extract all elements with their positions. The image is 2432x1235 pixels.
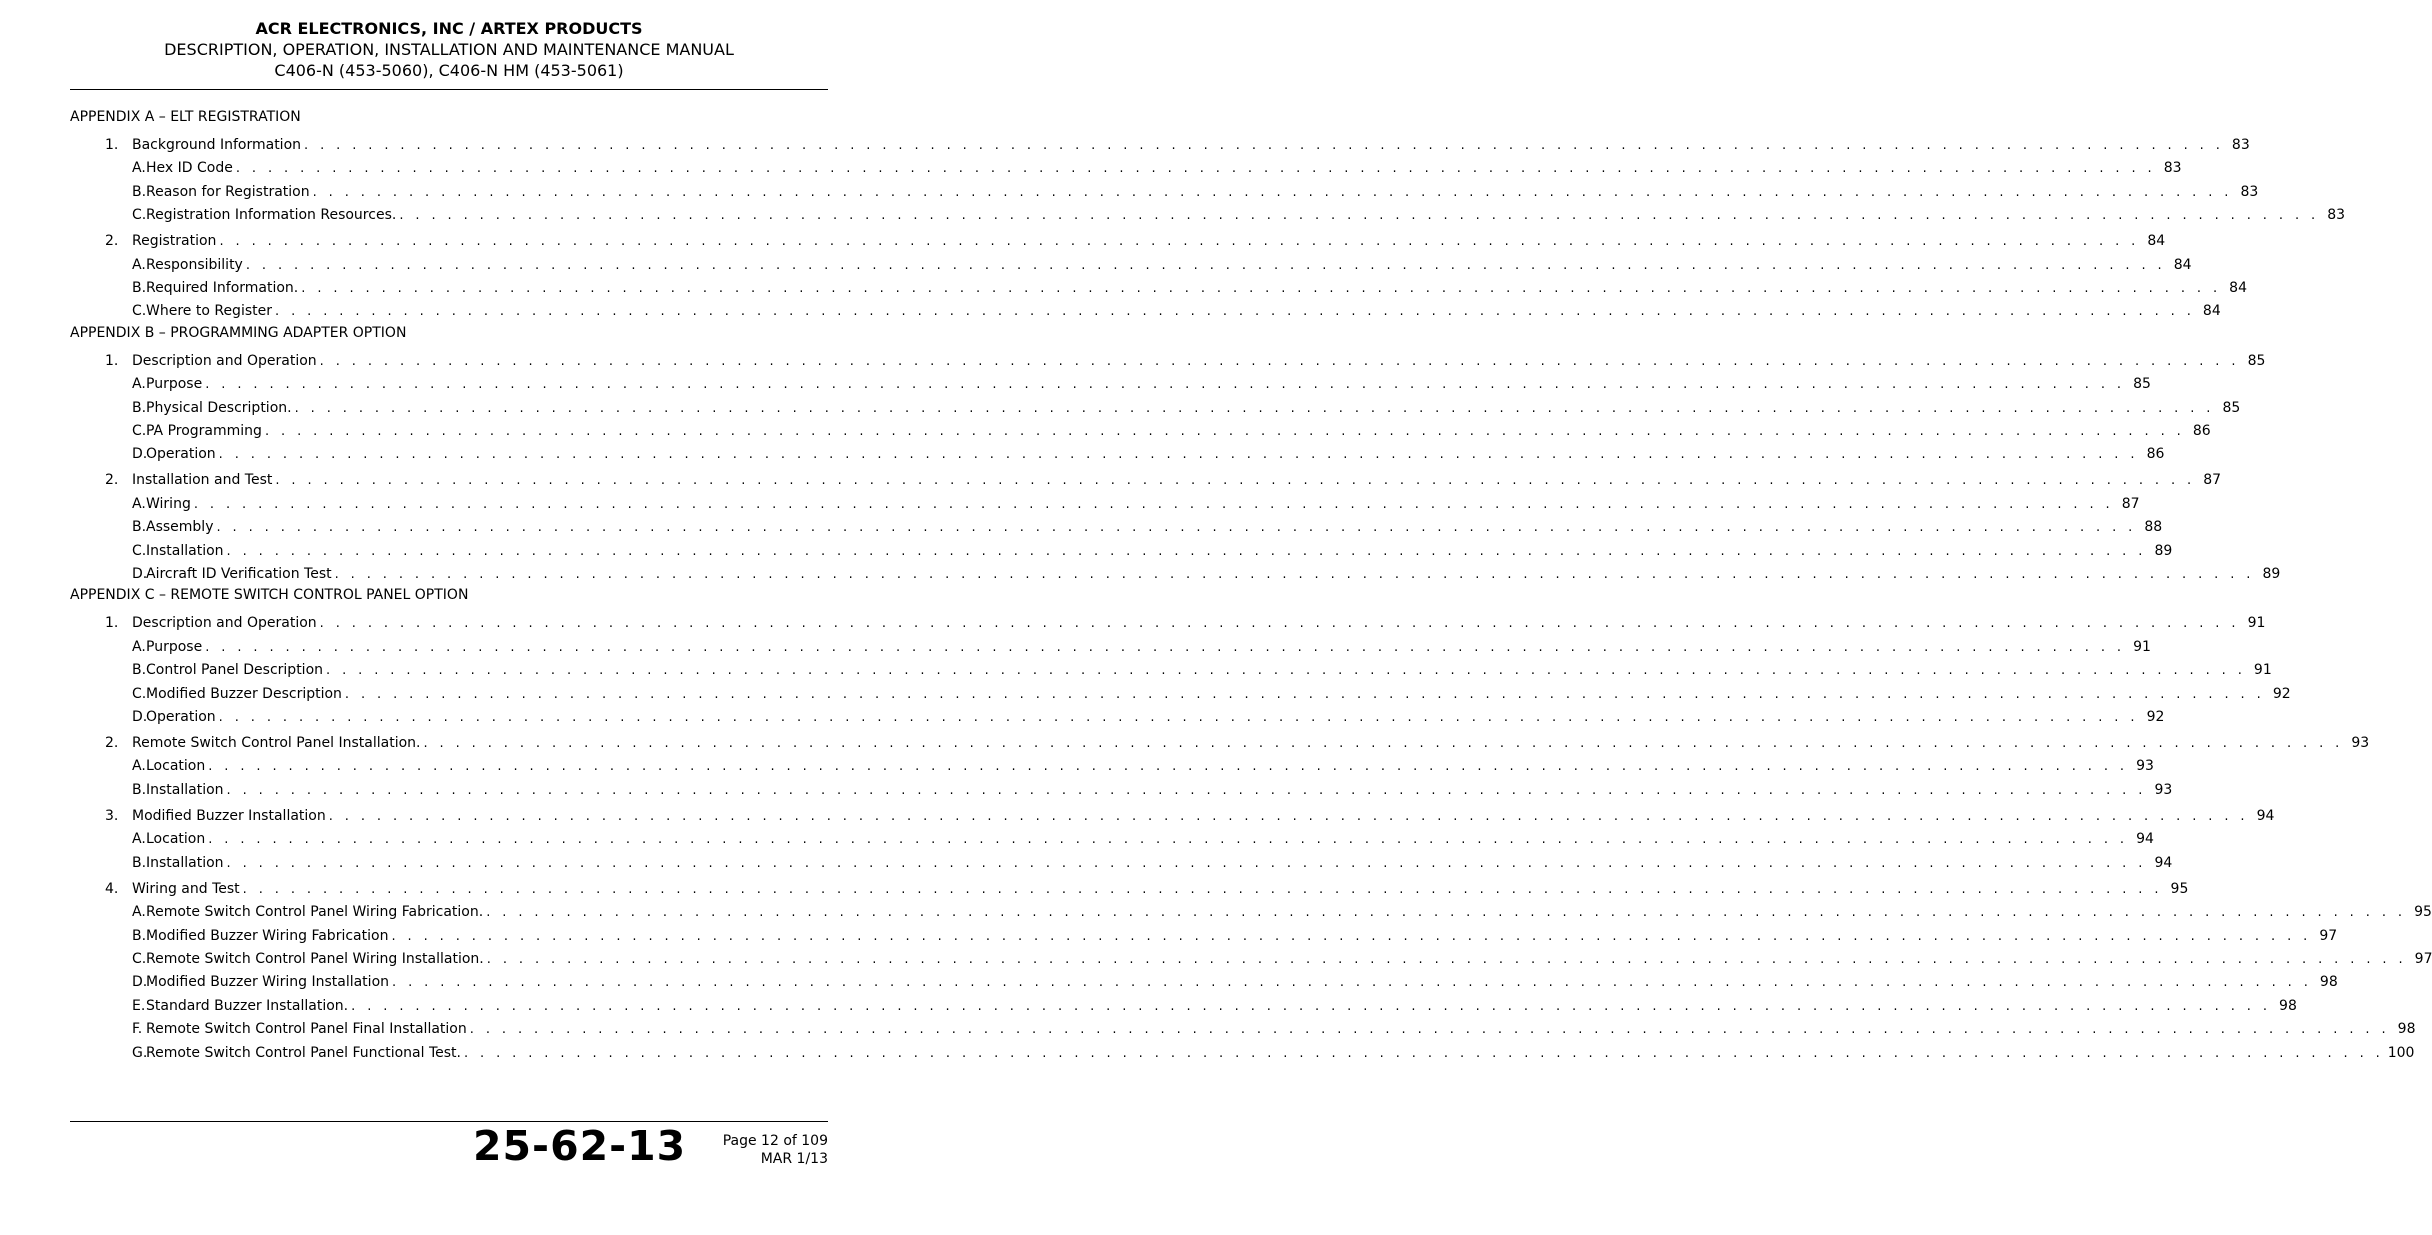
toc-entry-title: Remote Switch Control Panel Functional Test. bbox=[146, 1044, 461, 1061]
toc-entry[interactable] bbox=[70, 373, 2151, 396]
dot-leader: . . . . . . . . . . . . . . . . . . . . . . . . . . . . . . . . . . . . . . . . . . . . . . . . . . . . . . . . . . . . . . . . . . . . . . . . . . . . . . . . . . . . . . . . . . . . . . . . . . . . . . . . . . . . . . . . . . . . . . . . bbox=[226, 543, 2147, 559]
dot-leader: . . . . . . . . . . . . . . . . . . . . . . . . . . . . . . . . . . . . . . . . . . . . . . . . . . . . . . . . . . . . . . . . . . . . . . . . . . . . . . . . . . . . . . . . . . . . . . . . . . . . . . . . . . . . . . . . . . . . . . . . bbox=[205, 639, 2125, 655]
toc-entry[interactable] bbox=[70, 181, 2259, 204]
toc-entry-page: 83 bbox=[2231, 137, 2250, 153]
toc-entry[interactable] bbox=[70, 636, 2151, 659]
toc-entry-title: Required Information. bbox=[146, 280, 299, 297]
toc-entry-page: 97 bbox=[2414, 950, 2432, 967]
dot-leader: . . . . . . . . . . . . . . . . . . . . . . . . . . . . . . . . . . . . . . . . . . . . . . . . . . . . . . . . . . . . . . . . . . . . . . . . . . . . . . . . . . . . . . . . . . . . . . . . . . . . . . . . . . . . . . . . . . . . . . . . bbox=[208, 832, 2128, 848]
toc-entry[interactable] bbox=[70, 901, 2432, 924]
toc-entry[interactable] bbox=[70, 350, 2266, 373]
toc-entry[interactable] bbox=[70, 659, 2272, 682]
dot-leader: . . . . . . . . . . . . . . . . . . . . . . . . . . . . . . . . . . . . . . . . . . . . . . . . . . . . . . . . . . . . . . . . . . . . . . . . . . . . . . . . . . . . . . . . . . . . . . . . . . . . . . . . . . . . . . . . . . . . . . . . bbox=[226, 782, 2147, 798]
dot-leader: . . . . . . . . . . . . . . . . . . . . . . . . . . . . . . . . . . . . . . . . . . . . . . . . . . . . . . . . . . . . . . . . . . . . . . . . . . . . . . . . . . . . . . . . . . . . . . . . . . . . . . . . . . . . . . . . . . . . . . . . bbox=[235, 161, 2156, 177]
toc-entry-number: A. bbox=[132, 376, 146, 393]
dot-leader: . . . . . . . . . . . . . . . . . . . . . . . . . . . . . . . . . . . . . . . . . . . . . . . . . . . . . . . . . . . . . . . . . . . . . . . . . . . . . . . . . . . . . . . . . . . . . . . . . . . . . . . . . . . . . . . . . . . . . . . . bbox=[219, 234, 2140, 250]
toc-entry-page: 83 bbox=[2327, 207, 2346, 224]
toc-entry-number: B. bbox=[132, 183, 147, 200]
dot-leader: . . . . . . . . . . . . . . . . . . . . . . . . . . . . . . . . . . . . . . . . . . . . . . . . . . . . . . . . . . . . . . . . . . . . . . . . . . . . . . . . . . . . . . . . . . . . . . . . . . . . . . . . . . . . . . . . . . . . . . . . bbox=[351, 998, 2271, 1014]
dot-leader: . . . . . . . . . . . . . . . . . . . . . . . . . . . . . . . . . . . . . . . . . . . . . . . . . . . . . . . . . . . . . . . . . . . . . . . . . . . . . . . . . . . . . . . . . . . . . . . . . . . . . . . . . . . . . . . . . . . . . . . . bbox=[264, 423, 2185, 439]
toc-entry-title: Assembly bbox=[146, 519, 214, 536]
toc-entry-list bbox=[70, 350, 2281, 587]
toc-entry-number: 3. bbox=[105, 807, 119, 824]
toc-entry[interactable] bbox=[70, 134, 2250, 157]
toc-entry-title: Remote Switch Control Panel Wiring Installation. bbox=[146, 950, 484, 967]
toc-entry-title: Wiring bbox=[146, 495, 191, 512]
toc-entry-number: A. bbox=[132, 256, 146, 273]
toc-entry-title: Control Panel Description bbox=[146, 662, 324, 679]
dot-leader: . . . . . . . . . . . . . . . . . . . . . . . . . . . . . . . . . . . . . . . . . . . . . . . . . . . . . . . . . . . . . . . . . . . . . . . . . . . . . . . . . . . . . . . . . . . . . . . . . . . . . . . . . . . . . . . . . . . . . . . . bbox=[205, 377, 2125, 393]
toc-entry[interactable] bbox=[70, 230, 2166, 253]
toc-entry[interactable] bbox=[70, 540, 2173, 563]
toc-entry-number: A. bbox=[132, 160, 146, 177]
toc-entry-number: C. bbox=[132, 207, 147, 224]
toc-entry-number: A. bbox=[132, 758, 146, 775]
page-number: Page 12 of 109 bbox=[722, 1133, 828, 1149]
toc-entry-page: 92 bbox=[2272, 685, 2291, 702]
toc-entry-number: D. bbox=[132, 446, 148, 463]
toc-entry-number: D. bbox=[132, 708, 148, 725]
toc-entry-number: C. bbox=[132, 685, 147, 702]
dot-leader: . . . . . . . . . . . . . . . . . . . . . . . . . . . . . . . . . . . . . . . . . . . . . . . . . . . . . . . . . . . . . . . . . . . . . . . . . . . . . . . . . . . . . . . . . . . . . . . . . . . . . . . . . . . . . . . . . . . . . . . . bbox=[344, 686, 2265, 702]
toc-entry-page: 95 bbox=[2414, 904, 2432, 921]
toc-entry-number: E. bbox=[132, 997, 146, 1014]
toc-entry-title: Operation bbox=[146, 708, 216, 725]
appendix-section bbox=[70, 586, 2432, 1064]
dot-leader: . . . . . . . . . . . . . . . . . . . . . . . . . . . . . . . . . . . . . . . . . . . . . . . . . . . . . . . . . . . . . . . . . . . . . . . . . . . . . . . . . . . . . . . . . . . . . . . . . . . . . . . . . . . . . . . . . . . . . . . . bbox=[275, 304, 2195, 320]
dot-leader: . . . . . . . . . . . . . . . . . . . . . . . . . . . . . . . . . . . . . . . . . . . . . . . . . . . . . . . . . . . . . . . . . . . . . . . . . . . . . . . . . . . . . . . . . . . . . . . . . . . . . . . . . . . . . . . . . . . . . . . . bbox=[392, 975, 2312, 991]
toc-entry[interactable] bbox=[70, 516, 2163, 539]
document-code: 25-62-13 bbox=[473, 1122, 687, 1170]
toc-entry-page: 94 bbox=[2154, 854, 2173, 871]
toc-entry-title: Wiring and Test bbox=[132, 880, 240, 897]
toc-entry-title: Aircraft ID Verification Test bbox=[146, 566, 332, 583]
dot-leader: . . . . . . . . . . . . . . . . . . . . . . . . . . . . . . . . . . . . . . . . . . . . . . . . . . . . . . . . . . . . . . . . . . . . . . . . . . . . . . . . . . . . . . . . . . . . . . . . . . . . . . . . . . . . . . . . . . . . . . . . bbox=[304, 138, 2224, 153]
toc-entry-title: Reason for Registration bbox=[146, 183, 310, 200]
toc-entry-title: Modified Buzzer Wiring Fabrication bbox=[146, 927, 389, 944]
toc-entry-title: Installation bbox=[146, 854, 224, 871]
toc-entry[interactable] bbox=[70, 443, 2165, 466]
dot-leader: . . . . . . . . . . . . . . . . . . . . . . . . . . . . . . . . . . . . . . . . . . . . . . . . . . . . . . . . . . . . . . . . . . . . . . . . . . . . . . . . . . . . . . . . . . . . . . . . . . . . . . . . . . . . . . . . . . . . . . . . bbox=[294, 400, 2215, 416]
footer-page-info bbox=[723, 1132, 828, 1168]
dot-leader: . . . . . . . . . . . . . . . . . . . . . . . . . . . . . . . . . . . . . . . . . . . . . . . . . . . . . . . . . . . . . . . . . . . . . . . . . . . . . . . . . . . . . . . . . . . . . . . . . . . . . . . . . . . . . . . . . . . . . . . . bbox=[486, 905, 2406, 921]
dot-leader: . . . . . . . . . . . . . . . . . . . . . . . . . . . . . . . . . . . . . . . . . . . . . . . . . . . . . . . . . . . . . . . . . . . . . . . . . . . . . . . . . . . . . . . . . . . . . . . . . . . . . . . . . . . . . . . . . . . . . . . . bbox=[463, 1045, 2384, 1061]
toc-entry-number: B. bbox=[132, 399, 147, 416]
toc-entry-title: Modified Buzzer Description bbox=[146, 685, 342, 702]
toc-entry-page: 94 bbox=[2136, 831, 2154, 848]
toc-entry-title: Background Information bbox=[132, 137, 302, 153]
toc-entry-title: Location bbox=[146, 758, 206, 775]
dot-leader: . . . . . . . . . . . . . . . . . . . . . . . . . . . . . . . . . . . . . . . . . . . . . . . . . . . . . . . . . . . . . . . . . . . . . . . . . . . . . . . . . . . . . . . . . . . . . . . . . . . . . . . . . . . . . . . . . . . . . . . . bbox=[226, 855, 2147, 871]
toc-entry-page: 86 bbox=[2146, 446, 2165, 463]
appendix-heading: APPENDIX B – PROGRAMMING ADAPTER OPTION bbox=[70, 324, 407, 341]
toc-entry[interactable] bbox=[70, 925, 2338, 948]
toc-entry-title: PA Programming bbox=[146, 422, 262, 439]
dot-leader: . . . . . . . . . . . . . . . . . . . . . . . . . . . . . . . . . . . . . . . . . . . . . . . . . . . . . . . . . . . . . . . . . . . . . . . . . . . . . . . . . . . . . . . . . . . . . . . . . . . . . . . . . . . . . . . . . . . . . . . . bbox=[275, 473, 2196, 489]
toc-entry[interactable] bbox=[70, 1018, 2416, 1041]
toc-entry-title: Registration bbox=[132, 233, 217, 250]
toc-entry-number: 1. bbox=[105, 615, 119, 632]
toc-entry-title: Installation bbox=[146, 781, 224, 798]
toc-entry[interactable] bbox=[70, 805, 2275, 828]
toc-entry-page: 84 bbox=[2202, 303, 2221, 320]
toc-entry[interactable] bbox=[70, 493, 2140, 516]
toc-entry-title: Modified Buzzer Wiring Installation bbox=[146, 974, 390, 991]
toc-entry[interactable] bbox=[70, 971, 2338, 994]
revision-date: MAR 1/13 bbox=[760, 1151, 828, 1167]
toc-entry-number: F. bbox=[132, 1021, 143, 1038]
toc-entry[interactable] bbox=[70, 277, 2247, 300]
toc-entry-page: 87 bbox=[2203, 472, 2222, 489]
appendix-section bbox=[70, 108, 2346, 324]
toc-entry-title: Installation bbox=[146, 542, 224, 559]
dot-leader: . . . . . . . . . . . . . . . . . . . . . . . . . . . . . . . . . . . . . . . . . . . . . . . . . . . . . . . . . . . . . . . . . . . . . . . . . . . . . . . . . . . . . . . . . . . . . . . . . . . . . . . . . . . . . . . . . . . . . . . . bbox=[328, 808, 2249, 824]
toc-entry-title: Where to Register bbox=[146, 303, 272, 320]
toc-entry[interactable] bbox=[70, 254, 2192, 277]
toc-entry-page: 98 bbox=[2397, 1021, 2416, 1038]
dot-leader: . . . . . . . . . . . . . . . . . . . . . . . . . . . . . . . . . . . . . . . . . . . . . . . . . . . . . . . . . . . . . . . . . . . . . . . . . . . . . . . . . . . . . . . . . . . . . . . . . . . . . . . . . . . . . . . . . . . . . . . . bbox=[218, 447, 2139, 463]
model-numbers: C406-N (453-5060), C406-N HM (453-5061) bbox=[274, 61, 624, 80]
toc-entry-page: 85 bbox=[2222, 399, 2241, 416]
toc-entry-page: 93 bbox=[2154, 781, 2173, 798]
dot-leader: . . . . . . . . . . . . . . . . . . . . . . . . . . . . . . . . . . . . . . . . . . . . . . . . . . . . . . . . . . . . . . . . . . . . . . . . . . . . . . . . . . . . . . . . . . . . . . . . . . . . . . . . . . . . . . . . . . . . . . . . bbox=[245, 257, 2166, 273]
toc-entry-number: C. bbox=[132, 950, 147, 967]
toc-entry[interactable] bbox=[70, 157, 2182, 180]
toc-entry-title: Physical Description. bbox=[146, 399, 292, 416]
toc-entry-page: 83 bbox=[2163, 160, 2182, 177]
toc-entry-title: Description and Operation bbox=[132, 352, 317, 369]
toc-entry[interactable] bbox=[70, 420, 2211, 443]
toc-entry[interactable] bbox=[70, 204, 2346, 227]
toc-entry-number: C. bbox=[132, 303, 147, 320]
toc-entry-number: D. bbox=[132, 566, 148, 583]
page-header bbox=[70, 19, 828, 81]
dot-leader: . . . . . . . . . . . . . . . . . . . . . . . . . . . . . . . . . . . . . . . . . . . . . . . . . . . . . . . . . . . . . . . . . . . . . . . . . . . . . . . . . . . . . . . . . . . . . . . . . . . . . . . . . . . . . . . . . . . . . . . . bbox=[319, 616, 2240, 632]
footer-divider bbox=[70, 1121, 828, 1122]
toc-entry-page: 94 bbox=[2256, 807, 2275, 824]
dot-leader: . . . . . . . . . . . . . . . . . . . . . . . . . . . . . . . . . . . . . . . . . . . . . . . . . . . . . . . . . . . . . . . . . . . . . . . . . . . . . . . . . . . . . . . . . . . . . . . . . . . . . . . . . . . . . . . . . . . . . . . . bbox=[423, 736, 2344, 752]
dot-leader: . . . . . . . . . . . . . . . . . . . . . . . . . . . . . . . . . . . . . . . . . . . . . . . . . . . . . . . . . . . . . . . . . . . . . . . . . . . . . . . . . . . . . . . . . . . . . . . . . . . . . . . . . . . . . . . . . . . . . . . . bbox=[334, 567, 2255, 583]
toc-entry-number: B. bbox=[132, 280, 147, 297]
appendix-heading: APPENDIX C – REMOTE SWITCH CONTROL PANEL OPTION bbox=[70, 587, 469, 604]
toc-entry-page: 93 bbox=[2351, 735, 2370, 752]
toc-entry-page: 85 bbox=[2133, 376, 2151, 393]
toc-entry-page: 95 bbox=[2170, 880, 2189, 897]
toc-entry-page: 100 bbox=[2387, 1044, 2415, 1061]
toc-entry-number: G. bbox=[132, 1044, 148, 1061]
toc-entry-page: 89 bbox=[2262, 566, 2281, 583]
toc-entry-page: 87 bbox=[2121, 495, 2140, 512]
toc-entry[interactable] bbox=[70, 995, 2297, 1018]
toc-entry-number: 2. bbox=[105, 472, 119, 489]
toc-entry[interactable] bbox=[70, 706, 2165, 729]
toc-entry-number: 1. bbox=[105, 137, 119, 153]
toc-entry-title: Operation bbox=[146, 446, 216, 463]
toc-entry-number: 2. bbox=[105, 735, 119, 752]
toc-entry-page: 91 bbox=[2133, 638, 2151, 655]
dot-leader: . . . . . . . . . . . . . . . . . . . . . . . . . . . . . . . . . . . . . . . . . . . . . . . . . . . . . . . . . . . . . . . . . . . . . . . . . . . . . . . . . . . . . . . . . . . . . . . . . . . . . . . . . . . . . . . . . . . . . . . . bbox=[319, 353, 2240, 369]
appendix-heading: APPENDIX A – ELT REGISTRATION bbox=[70, 109, 301, 125]
toc-entry-title: Description and Operation bbox=[132, 615, 317, 632]
toc-entry[interactable] bbox=[70, 852, 2173, 875]
dot-leader: . . . . . . . . . . . . . . . . . . . . . . . . . . . . . . . . . . . . . . . . . . . . . . . . . . . . . . . . . . . . . . . . . . . . . . . . . . . . . . . . . . . . . . . . . . . . . . . . . . . . . . . . . . . . . . . . . . . . . . . . bbox=[193, 496, 2114, 512]
toc-entry[interactable] bbox=[70, 779, 2173, 802]
toc-entry[interactable] bbox=[70, 300, 2221, 323]
toc-entry-page: 84 bbox=[2147, 233, 2166, 250]
toc-entry[interactable] bbox=[70, 755, 2154, 778]
toc-entry-title: Remote Switch Control Panel Wiring Fabrication. bbox=[146, 904, 484, 921]
toc-entry-number: D. bbox=[132, 974, 148, 991]
toc-entry-page: 89 bbox=[2154, 542, 2173, 559]
manual-title: DESCRIPTION, OPERATION, INSTALLATION AND MAINTENANCE MANUAL bbox=[164, 40, 734, 59]
toc-entry-number: C. bbox=[132, 422, 147, 439]
dot-leader: . . . . . . . . . . . . . . . . . . . . . . . . . . . . . . . . . . . . . . . . . . . . . . . . . . . . . . . . . . . . . . . . . . . . . . . . . . . . . . . . . . . . . . . . . . . . . . . . . . . . . . . . . . . . . . . . . . . . . . . . bbox=[486, 951, 2407, 967]
toc-entry-page: 88 bbox=[2144, 519, 2163, 536]
toc-entry-number: B. bbox=[132, 662, 147, 679]
toc-entry[interactable] bbox=[70, 1042, 2415, 1065]
toc-entry-number: B. bbox=[132, 781, 147, 798]
toc-entry-title: Responsibility bbox=[146, 256, 243, 273]
toc-entry-page: 84 bbox=[2173, 256, 2192, 273]
table-of-contents bbox=[70, 108, 2432, 1065]
toc-entry[interactable] bbox=[70, 563, 2281, 586]
toc-entry-title: Remote Switch Control Panel Final Installation bbox=[146, 1021, 467, 1038]
dot-leader: . . . . . . . . . . . . . . . . . . . . . . . . . . . . . . . . . . . . . . . . . . . . . . . . . . . . . . . . . . . . . . . . . . . . . . . . . . . . . . . . . . . . . . . . . . . . . . . . . . . . . . . . . . . . . . . . . . . . . . . . bbox=[326, 663, 2246, 679]
toc-entry-number: 1. bbox=[105, 352, 119, 369]
toc-entry-page: 97 bbox=[2319, 927, 2338, 944]
appendix-section bbox=[70, 324, 2281, 587]
toc-entry-title: Purpose bbox=[146, 376, 203, 393]
toc-entry[interactable] bbox=[70, 397, 2241, 420]
toc-entry-title: Hex ID Code bbox=[146, 160, 233, 177]
dot-leader: . . . . . . . . . . . . . . . . . . . . . . . . . . . . . . . . . . . . . . . . . . . . . . . . . . . . . . . . . . . . . . . . . . . . . . . . . . . . . . . . . . . . . . . . . . . . . . . . . . . . . . . . . . . . . . . . . . . . . . . . bbox=[391, 928, 2312, 944]
dot-leader: . . . . . . . . . . . . . . . . . . . . . . . . . . . . . . . . . . . . . . . . . . . . . . . . . . . . . . . . . . . . . . . . . . . . . . . . . . . . . . . . . . . . . . . . . . . . . . . . . . . . . . . . . . . . . . . . . . . . . . . . bbox=[208, 759, 2128, 775]
toc-entry-title: Remote Switch Control Panel Installation. bbox=[132, 735, 421, 752]
toc-entry-title: Location bbox=[146, 831, 206, 848]
header-divider bbox=[70, 89, 828, 90]
company-name: ACR ELECTRONICS, INC / ARTEX PRODUCTS bbox=[255, 19, 643, 38]
toc-entry-number: B. bbox=[132, 519, 147, 536]
toc-entry-title: Registration Information Resources. bbox=[146, 207, 397, 224]
toc-entry-number: B. bbox=[132, 927, 147, 944]
dot-leader: . . . . . . . . . . . . . . . . . . . . . . . . . . . . . . . . . . . . . . . . . . . . . . . . . . . . . . . . . . . . . . . . . . . . . . . . . . . . . . . . . . . . . . . . . . . . . . . . . . . . . . . . . . . . . . . . . . . . . . . . bbox=[312, 184, 2233, 200]
toc-entry-number: A. bbox=[132, 495, 146, 512]
toc-entry-list bbox=[70, 612, 2432, 1064]
toc-entry-title: Standard Buzzer Installation. bbox=[146, 997, 349, 1014]
toc-entry-page: 84 bbox=[2229, 280, 2247, 297]
dot-leader: . . . . . . . . . . . . . . . . . . . . . . . . . . . . . . . . . . . . . . . . . . . . . . . . . . . . . . . . . . . . . . . . . . . . . . . . . . . . . . . . . . . . . . . . . . . . . . . . . . . . . . . . . . . . . . . . . . . . . . . . bbox=[242, 881, 2163, 897]
toc-entry-title: Purpose bbox=[146, 638, 203, 655]
toc-entry[interactable] bbox=[70, 878, 2189, 901]
toc-entry-number: C. bbox=[132, 542, 147, 559]
toc-entry-page: 92 bbox=[2146, 708, 2165, 725]
dot-leader: . . . . . . . . . . . . . . . . . . . . . . . . . . . . . . . . . . . . . . . . . . . . . . . . . . . . . . . . . . . . . . . . . . . . . . . . . . . . . . . . . . . . . . . . . . . . . . . . . . . . . . . . . . . . . . . . . . . . . . . . bbox=[216, 520, 2137, 536]
toc-entry-number: A. bbox=[132, 904, 146, 921]
dot-leader: . . . . . . . . . . . . . . . . . . . . . . . . . . . . . . . . . . . . . . . . . . . . . . . . . . . . . . . . . . . . . . . . . . . . . . . . . . . . . . . . . . . . . . . . . . . . . . . . . . . . . . . . . . . . . . . . . . . . . . . . bbox=[218, 709, 2139, 725]
toc-entry-number: A. bbox=[132, 638, 146, 655]
toc-entry-title: Modified Buzzer Installation bbox=[132, 807, 326, 824]
dot-leader: . . . . . . . . . . . . . . . . . . . . . . . . . . . . . . . . . . . . . . . . . . . . . . . . . . . . . . . . . . . . . . . . . . . . . . . . . . . . . . . . . . . . . . . . . . . . . . . . . . . . . . . . . . . . . . . . . . . . . . . . bbox=[469, 1022, 2390, 1038]
toc-entry-title: Installation and Test bbox=[132, 472, 273, 489]
toc-entry-number: B. bbox=[132, 854, 147, 871]
toc-entry-page: 86 bbox=[2192, 422, 2211, 439]
toc-entry[interactable] bbox=[70, 683, 2291, 706]
toc-entry[interactable] bbox=[70, 948, 2432, 971]
toc-entry-page: 91 bbox=[2253, 662, 2272, 679]
toc-entry-number: A. bbox=[132, 831, 146, 848]
toc-entry[interactable] bbox=[70, 612, 2266, 635]
toc-entry-page: 93 bbox=[2136, 758, 2154, 775]
toc-entry-number: 4. bbox=[105, 880, 119, 897]
toc-entry-page: 91 bbox=[2247, 615, 2266, 632]
dot-leader: . . . . . . . . . . . . . . . . . . . . . . . . . . . . . . . . . . . . . . . . . . . . . . . . . . . . . . . . . . . . . . . . . . . . . . . . . . . . . . . . . . . . . . . . . . . . . . . . . . . . . . . . . . . . . . . . . . . . . . . . bbox=[301, 281, 2221, 297]
toc-entry-page: 98 bbox=[2319, 974, 2338, 991]
toc-entry-page: 83 bbox=[2240, 183, 2259, 200]
toc-entry-number: 2. bbox=[105, 233, 119, 250]
toc-entry-page: 85 bbox=[2247, 352, 2266, 369]
toc-entry[interactable] bbox=[70, 732, 2370, 755]
toc-entry-page: 98 bbox=[2279, 997, 2297, 1014]
dot-leader: . . . . . . . . . . . . . . . . . . . . . . . . . . . . . . . . . . . . . . . . . . . . . . . . . . . . . . . . . . . . . . . . . . . . . . . . . . . . . . . . . . . . . . . . . . . . . . . . . . . . . . . . . . . . . . . . . . . . . . . . bbox=[399, 208, 2320, 224]
toc-entry-list bbox=[70, 134, 2346, 324]
toc-entry[interactable] bbox=[70, 469, 2222, 492]
toc-entry[interactable] bbox=[70, 828, 2154, 851]
